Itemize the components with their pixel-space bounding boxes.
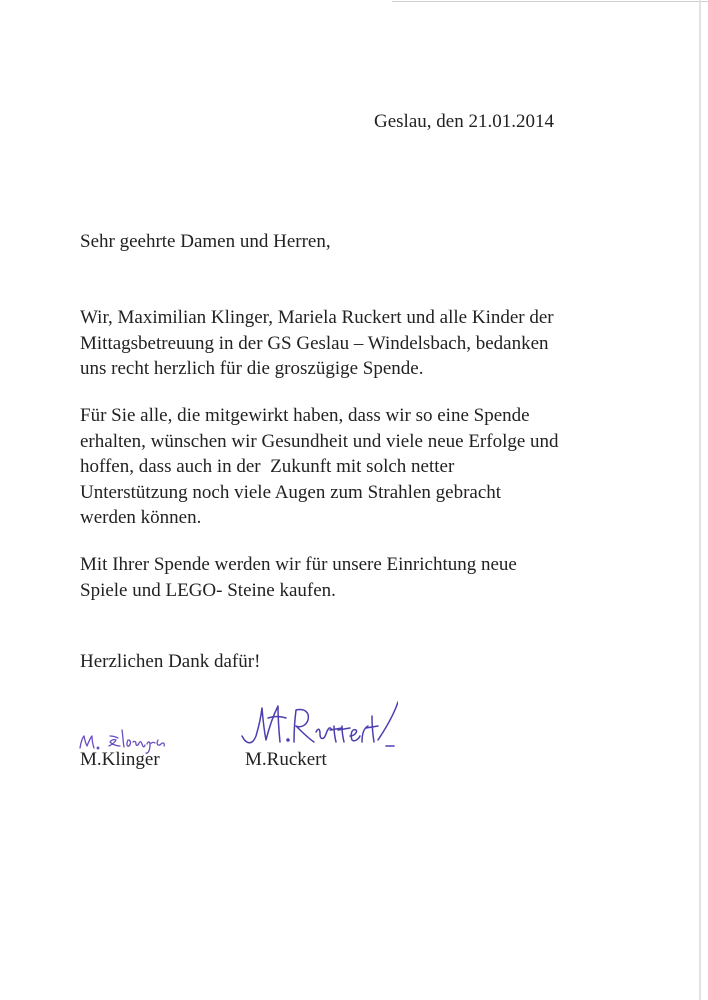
paragraph-thanks xyxy=(80,305,554,382)
paragraph-line: Mittagsbetreuung in der GS Geslau – Windelsbach, bedanken xyxy=(80,332,549,354)
closing-line: Herzlichen Dank dafür! xyxy=(80,651,261,672)
paragraph-purchase xyxy=(80,552,517,603)
paragraph-line: hoffen, dass auch in der Zukunft mit solch netter xyxy=(80,456,455,477)
letter-date: Geslau, den 21.01.2014 xyxy=(374,111,554,132)
paragraph-wishes xyxy=(80,403,559,531)
paragraph-line: Unterstützung noch viele Augen zum Strahlen gebracht xyxy=(80,481,502,503)
scan-edge-right xyxy=(699,0,701,1000)
paragraph-line: werden können. xyxy=(80,507,202,528)
paragraph-line: Mit Ihrer Spende werden wir für unsere Einrichtung neue xyxy=(80,554,517,575)
signer-name-ruckert: M.Ruckert xyxy=(245,749,327,770)
paragraph-line: erhalten, wünschen wir Gesundheit und viele neue Erfolge und xyxy=(80,430,559,452)
scan-edge-top xyxy=(392,1,708,2)
signer-name-klinger: M.Klinger xyxy=(80,749,160,770)
paragraph-line: Spiele und LEGO- Steine kaufen. xyxy=(80,579,336,601)
paragraph-line: uns recht herzlich für die groszügige Spende. xyxy=(80,358,424,379)
salutation: Sehr geehrte Damen und Herren, xyxy=(80,231,331,252)
paragraph-line: Für Sie alle, die mitgewirkt haben, dass wir so eine Spende xyxy=(80,405,530,426)
paragraph-line: Wir, Maximilian Klinger, Mariela Ruckert und alle Kinder der xyxy=(80,307,554,328)
